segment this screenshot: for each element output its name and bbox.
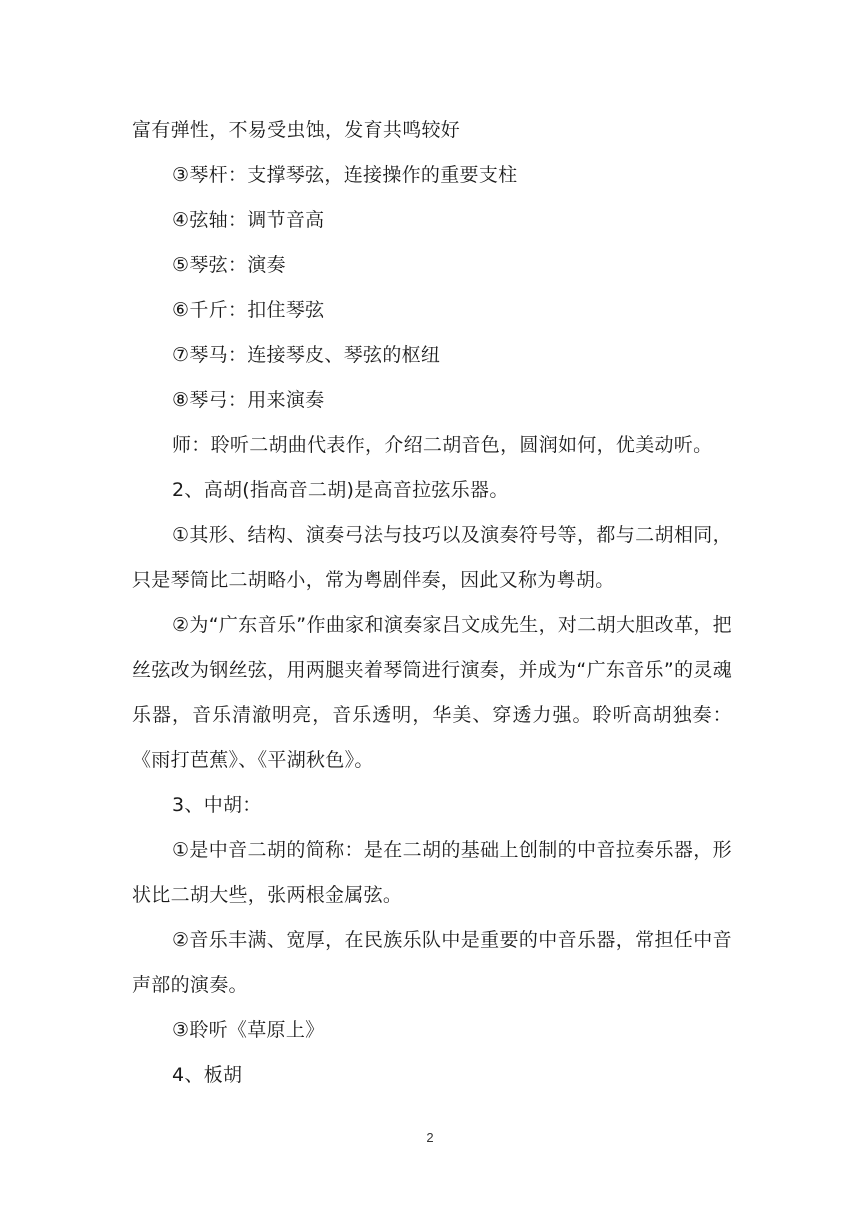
paragraph: ⑧琴弓：用来演奏 [172, 389, 325, 411]
paragraph: ①其形、结构、演奏弓法与技巧以及演奏符号等，都与二胡相同，只是琴筒比二胡略小，常为粤剧伴奏，因此又称为粤胡。 [132, 524, 732, 591]
document-body [132, 108, 732, 1098]
paragraph: ③聆听《草原上》 [172, 1019, 325, 1041]
paragraph: ⑤琴弦：演奏 [172, 254, 286, 276]
paragraph: ②音乐丰满、宽厚，在民族乐队中是重要的中音乐器，常担任中音声部的演奏。 [132, 929, 732, 996]
paragraph: ⑥千斤：扣住琴弦 [172, 299, 325, 321]
paragraph: ④弦轴：调节音高 [172, 209, 325, 231]
paragraph: ②为“广东音乐”作曲家和演奏家吕文成先生，对二胡大胆改革，把丝弦改为钢丝弦，用两腿夹着琴筒进行演奏，并成为“广东音乐”的灵魂乐器，音乐清澈明亮，音乐透明，华美、穿透力强。聆听高胡独奏：《雨打芭蕉》、《平湖秋色》。 [132, 614, 732, 771]
section-heading: 2、高胡(指高音二胡)是高音拉弦乐器。 [172, 479, 509, 501]
paragraph: 富有弹性，不易受虫蚀，发育共鸣较好 [132, 119, 461, 141]
page-number: 2 [426, 1130, 434, 1145]
paragraph: 师：聆听二胡曲代表作，介绍二胡音色，圆润如何，优美动听。 [172, 434, 713, 456]
paragraph: ③琴杆：支撑琴弦，连接操作的重要支柱 [172, 164, 518, 186]
section-heading: 3、中胡： [172, 794, 262, 816]
section-heading: 4、板胡 [172, 1064, 243, 1086]
paragraph: ⑦琴马：连接琴皮、琴弦的枢纽 [172, 344, 441, 366]
paragraph: ①是中音二胡的简称：是在二胡的基础上创制的中音拉奏乐器，形状比二胡大些，张两根金属弦。 [132, 839, 732, 906]
